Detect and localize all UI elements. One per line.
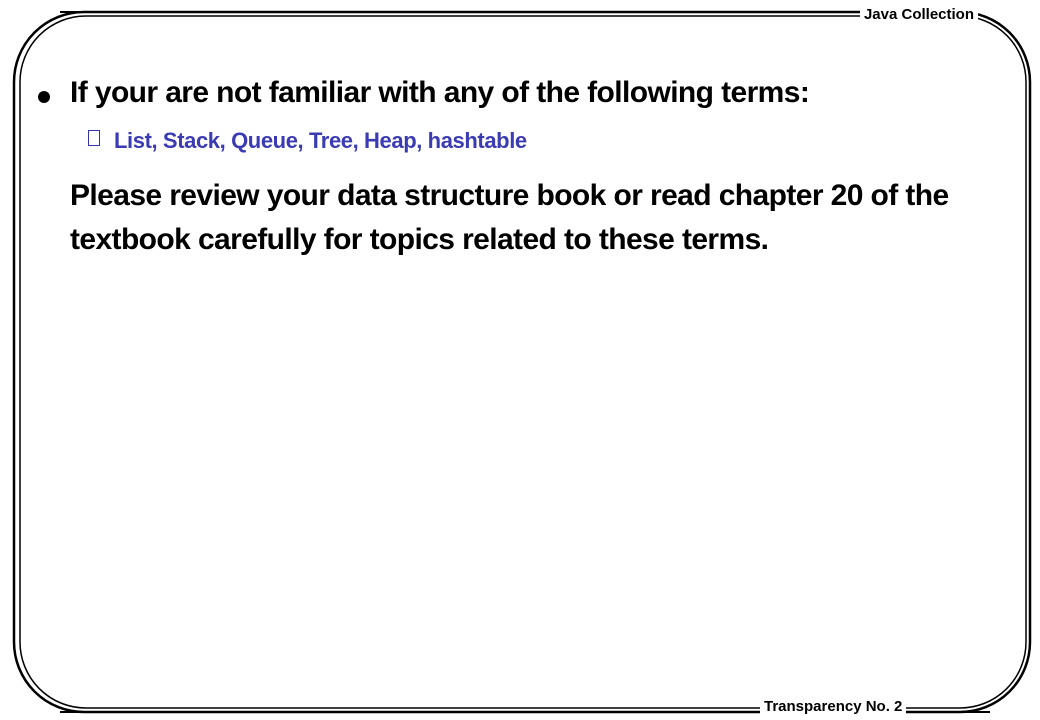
- main-bullet-text: If your are not familiar with any of the following terms:: [70, 76, 810, 109]
- body-paragraph: Please review your data structure book or read chapter 20 of the textbook carefully for topics related to these terms.: [70, 179, 949, 256]
- box-bullet-icon: [88, 130, 100, 146]
- sub-bullet-text: List, Stack, Queue, Tree, Heap, hashtable: [114, 128, 527, 153]
- slide-footer-label: Transparency No. 2: [760, 698, 906, 715]
- filled-circle-bullet-icon: [38, 91, 50, 103]
- slide-header-title: Java Collection: [860, 6, 978, 23]
